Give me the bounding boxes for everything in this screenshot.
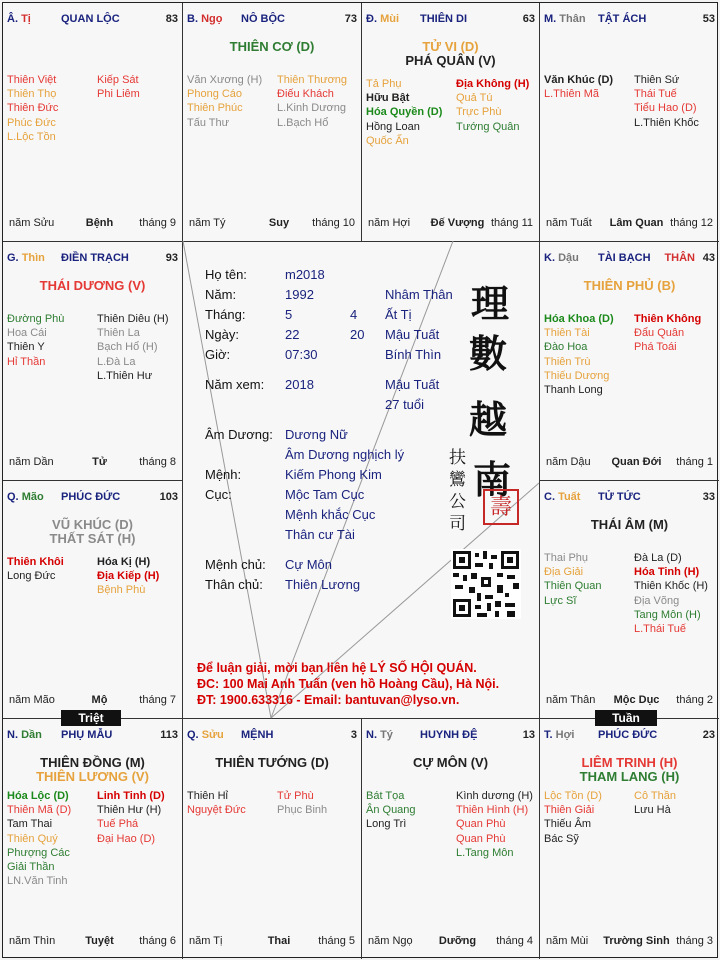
cuc-note-2: Thân cư Tài <box>285 527 355 542</box>
minor-star: Đường Phù <box>7 313 65 325</box>
am-duong-note: Âm Dương nghịch lý <box>285 447 405 462</box>
minor-star: Hóa Lộc (D) <box>7 790 69 802</box>
minor-star: Thiên Đức <box>7 102 59 115</box>
palace-can: B. <box>187 13 198 25</box>
gio-label: Giờ: <box>205 347 231 362</box>
cuc-label: Cục: <box>205 487 232 502</box>
palace-month: tháng 4 <box>496 935 533 947</box>
palace-branch: Thìn <box>21 252 45 264</box>
minor-star: Bạch Hổ (H) <box>97 341 158 354</box>
minor-star: Tướng Quân <box>456 120 520 133</box>
main-star: THÁI ÂM (M) <box>590 517 669 532</box>
minor-star: Quan Phù <box>456 832 506 845</box>
minor-star: Hỉ Thần <box>7 355 46 368</box>
main-star: CỰ MÔN (V) <box>412 755 489 770</box>
minor-star: Thiên Quan <box>544 580 602 593</box>
than-chu-value: Thiên Lương <box>285 577 361 592</box>
palace-month: tháng 8 <box>139 456 176 468</box>
palace-year: năm Dần <box>9 456 54 468</box>
calligraphy-char: 南 <box>473 457 512 502</box>
minor-star: L.Đà La <box>97 355 136 368</box>
palace-year: năm Mùi <box>546 935 589 947</box>
tuan-tag: Tuần <box>595 710 657 726</box>
tuoi-value: 27 tuổi <box>385 397 425 412</box>
calligraphy-small-char: 公 <box>449 492 466 512</box>
horoscope-board <box>2 2 718 958</box>
minor-star: Tiểu Hao (D) <box>634 102 697 115</box>
minor-star: L.Bạch Hổ <box>277 116 329 129</box>
minor-star: Kình dương (H) <box>456 790 533 802</box>
contact-address: ĐC: 100 Mai Anh Tuấn (ven hồ Hoàng Cầu), Hà Nội. <box>197 677 500 691</box>
minor-star: Long Đức <box>7 570 56 583</box>
palace-title: ĐIỀN TRẠCH <box>61 252 129 264</box>
minor-star: Tấu Thư <box>187 116 230 129</box>
palace-can: Đ. <box>366 13 377 25</box>
minor-star: Cô Thần <box>634 790 676 802</box>
nam-xem-can-chi: Mậu Tuất <box>385 377 440 392</box>
cuc-value: Mộc Tam Cục <box>285 487 365 502</box>
palace-stage: Mộ <box>91 694 108 706</box>
palace-year: năm Thân <box>546 694 596 706</box>
palace-year: năm Tị <box>189 935 223 947</box>
palace-number: 13 <box>522 729 535 741</box>
palace-stage: Mộc Dục <box>613 694 660 706</box>
minor-star: Quốc Ấn <box>366 134 409 147</box>
minor-star: Đà La (D) <box>634 552 682 564</box>
thang-label: Tháng: <box>205 307 246 322</box>
palace-number: 33 <box>702 491 715 503</box>
center-info <box>183 243 540 720</box>
minor-star: Bát Tọa <box>366 790 405 802</box>
palace-can: Â. <box>7 13 18 25</box>
palace-year: năm Tý <box>189 217 226 229</box>
minor-star: Bệnh Phù <box>97 584 146 597</box>
palace-branch: Mùi <box>380 13 400 25</box>
minor-star: Thiên Sứ <box>634 74 680 86</box>
main-star: THIÊN TƯỚNG (D) <box>215 755 329 770</box>
palace-title: PHÚC ĐỨC <box>61 491 121 503</box>
palace-than-marker: THÂN <box>664 252 695 264</box>
palace-year: năm Dậu <box>546 456 591 468</box>
palace-branch: Hợi <box>555 729 575 741</box>
palace-month: tháng 9 <box>139 217 176 229</box>
minor-star: Tam Thai <box>7 818 53 831</box>
palace-branch: Mão <box>21 491 44 503</box>
calligraphy-small-char: 鸞 <box>449 470 466 490</box>
palace-branch: Thân <box>559 13 586 25</box>
palace-number: 43 <box>702 252 715 264</box>
palace-stage: Lâm Quan <box>609 217 664 229</box>
palace-title: THIÊN DI <box>420 13 468 25</box>
minor-star: Hồng Loan <box>366 120 420 133</box>
ho-ten-label: Họ tên: <box>205 267 247 282</box>
ngay-value: 22 <box>285 327 300 342</box>
minor-star: L.Lộc Tồn <box>7 130 56 143</box>
minor-star: Thiên Trù <box>544 355 591 368</box>
minor-star: Hóa Quyền (D) <box>366 106 443 119</box>
minor-star: Hoa Cái <box>7 327 47 340</box>
minor-star: Hóa Kị (H) <box>97 556 151 568</box>
palace-month: tháng 7 <box>139 694 176 706</box>
main-star: THẤT SÁT (H) <box>49 531 136 546</box>
palace-month: tháng 10 <box>312 217 355 229</box>
minor-star: Long Trì <box>366 818 407 831</box>
nam-xem-value: 2018 <box>285 377 314 392</box>
palace-title: PHỤ MẪU <box>61 729 113 741</box>
palace-can: M. <box>544 13 557 25</box>
minor-star: Thiên Tài <box>544 327 590 340</box>
am-duong-value: Dương Nữ <box>285 427 348 442</box>
palace-number: 103 <box>159 491 178 503</box>
main-star: TỬ VI (D) <box>422 39 479 54</box>
minor-star: Văn Xương (H) <box>187 74 263 86</box>
palace-title: HUYNH ĐỆ <box>420 729 478 741</box>
seal-stamp: 壽 <box>483 489 519 525</box>
minor-star: Thiên Thọ <box>7 88 57 101</box>
main-star: PHÁ QUÂN (V) <box>405 53 496 68</box>
palace-stage: Quan Đới <box>611 456 662 468</box>
main-star: THÁI DƯƠNG (V) <box>39 278 146 293</box>
minor-star: Thiên Không <box>634 313 702 325</box>
palace-year: năm Thìn <box>9 935 56 947</box>
qr-code-icon[interactable] <box>451 549 521 619</box>
palace-branch: Sửu <box>201 729 224 741</box>
palace-title: TẬT ÁCH <box>598 13 647 25</box>
minor-star: Tuế Phá <box>97 818 139 831</box>
nam-can-chi: Nhâm Thân <box>385 287 453 302</box>
minor-star: Đại Hao (D) <box>97 832 156 845</box>
menh-value: Kiếm Phong Kim <box>285 467 382 482</box>
contact-line: Để luận giải, mời bạn liên hệ LÝ SỐ HỘI QUÁN. <box>197 661 477 675</box>
gio-value: 07:30 <box>285 347 318 362</box>
calligraphy-small-char: 扶 <box>449 448 466 468</box>
menh-chu-value: Cự Môn <box>285 557 332 572</box>
palace-year: năm Mão <box>9 694 55 706</box>
palace-can: G. <box>7 252 19 264</box>
main-star: THIÊN PHỦ (B) <box>583 278 676 293</box>
minor-star: Thiên Khôi <box>7 556 64 568</box>
minor-star: Tả Phụ <box>366 78 402 90</box>
palace-branch: Dần <box>21 729 42 741</box>
cuc-note-1: Mệnh khắc Cục <box>285 507 376 522</box>
minor-star: L.Thái Tuế <box>634 623 686 636</box>
thang-am-value: 4 <box>350 307 358 322</box>
palace-number: 73 <box>344 13 357 25</box>
minor-star: Hóa Khoa (D) <box>544 313 614 325</box>
palace-stage: Tử <box>92 456 107 468</box>
minor-star: Lưu Hà <box>634 804 671 817</box>
palace-year: năm Ngọ <box>368 935 413 947</box>
minor-star: Thiên Thương <box>277 74 348 86</box>
palace-title: PHÚC ĐỨC <box>598 729 658 741</box>
main-star: THAM LANG (H) <box>579 769 680 784</box>
thang-can-chi: Ất Tị <box>385 307 412 322</box>
minor-star: Nguyệt Đức <box>187 804 246 817</box>
palace-number: 93 <box>165 252 178 264</box>
palace-can: N. <box>366 729 377 741</box>
menh-label: Mệnh: <box>205 467 242 482</box>
palace-branch: Tị <box>21 13 31 25</box>
am-duong-label: Âm Dương: <box>205 427 273 442</box>
minor-star: Ân Quang <box>366 804 416 817</box>
minor-star: Tử Phù <box>277 790 314 802</box>
palace-branch: Ngọ <box>201 13 223 25</box>
minor-star: Điếu Khách <box>277 88 334 101</box>
palace-branch: Dậu <box>558 252 579 264</box>
minor-star: Thiên Giải <box>544 804 595 817</box>
minor-star: Kiếp Sát <box>97 74 139 86</box>
minor-star: Địa Kiếp (H) <box>97 570 160 583</box>
minor-star: Thiên Hư (H) <box>97 804 162 817</box>
minor-star: Thiên Diêu (H) <box>97 313 169 325</box>
palace-branch: Tý <box>380 729 393 741</box>
calligraphy-char: 理 <box>471 281 510 326</box>
minor-star: Phượng Các <box>7 846 70 859</box>
palace-year: năm Hợi <box>368 217 411 229</box>
minor-star: LN.Văn Tinh <box>7 875 68 888</box>
minor-star: L.Kinh Dương <box>277 102 347 115</box>
palace-month: tháng 1 <box>676 456 713 468</box>
palace-number: 53 <box>702 13 715 25</box>
minor-star: Lộc Tồn (D) <box>544 790 602 802</box>
palace-can: K. <box>544 252 555 264</box>
palace-branch: Tuất <box>558 491 581 503</box>
minor-star: Thai Phụ <box>544 552 589 564</box>
minor-star: Thiên Y <box>7 341 45 354</box>
palace-can: T. <box>544 729 553 741</box>
minor-star: Thiên Phúc <box>187 102 243 115</box>
minor-star: Phục Binh <box>277 804 328 817</box>
minor-star: L.Thiên Mã <box>544 88 600 101</box>
calligraphy-small-char: 司 <box>449 514 466 534</box>
calligraphy-char: 越 <box>469 397 508 442</box>
minor-star: Giải Thần <box>7 861 55 874</box>
minor-star: Văn Khúc (D) <box>544 74 614 86</box>
minor-star: Phi Liêm <box>97 88 140 101</box>
menh-chu-label: Mệnh chủ: <box>205 557 266 572</box>
palace-number: 3 <box>350 729 357 741</box>
minor-star: Thiên Mã (D) <box>7 804 72 817</box>
palace-stage: Tuyệt <box>85 935 114 947</box>
palace-title: MỆNH <box>241 729 274 741</box>
palace-number: 113 <box>160 729 178 741</box>
palace-number: 63 <box>522 13 535 25</box>
minor-star: Thiên La <box>97 327 140 340</box>
minor-star: Trực Phù <box>456 106 502 119</box>
main-star: VŨ KHÚC (D) <box>52 517 133 532</box>
minor-star: Đào Hoa <box>544 341 588 354</box>
palace-title: TÀI BẠCH <box>598 252 651 264</box>
palace-title: TỬ TỨC <box>598 491 641 503</box>
minor-star: Thiên Hỉ <box>187 790 228 802</box>
than-chu-label: Thân chủ: <box>205 577 263 592</box>
minor-star: Đẩu Quân <box>634 327 685 340</box>
palace-number: 83 <box>165 13 178 25</box>
main-star: LIÊM TRINH (H) <box>581 755 678 770</box>
palace-month: tháng 3 <box>676 935 713 947</box>
palace-title: NÔ BỘC <box>241 13 285 25</box>
palace-title: QUAN LỘC <box>61 13 120 25</box>
palace-month: tháng 12 <box>670 217 713 229</box>
nam-xem-label: Năm xem: <box>205 377 265 392</box>
main-star: THIÊN ĐỒNG (M) <box>40 755 145 770</box>
minor-star: L.Tang Môn <box>456 846 514 859</box>
palace-stage: Trường Sinh <box>603 935 670 947</box>
minor-star: Tang Môn (H) <box>634 608 701 621</box>
minor-star: Thiếu Âm <box>544 818 592 831</box>
palace-can: N. <box>7 729 18 741</box>
minor-star: Thiên Khốc (H) <box>634 580 708 593</box>
palace-stage: Dưỡng <box>438 935 477 947</box>
palace-can: Q. <box>7 491 19 503</box>
minor-star: Thiên Hình (H) <box>456 804 529 817</box>
minor-star: Phá Toái <box>634 341 677 354</box>
calligraphy-char: 數 <box>469 331 508 376</box>
nam-value: 1992 <box>285 287 314 302</box>
minor-star: Quả Tú <box>456 92 493 105</box>
minor-star: Hữu Bật <box>366 92 410 105</box>
triet-tag: Triệt <box>61 710 121 726</box>
minor-star: Lực Sĩ <box>544 594 577 607</box>
palace-stage: Bệnh <box>85 217 114 229</box>
main-star: THIÊN LƯƠNG (V) <box>36 769 149 784</box>
minor-star: Thiếu Dương <box>544 369 610 382</box>
palace-stage: Đế Vượng <box>430 217 485 229</box>
contact-phone-email[interactable]: ĐT: 1900.633316 - Email: bantuvan@lyso.vn. <box>197 693 460 707</box>
minor-star: Phúc Đức <box>7 116 56 129</box>
palace-can: C. <box>544 491 555 503</box>
minor-star: Thanh Long <box>544 384 603 397</box>
minor-star: L.Thiên Khốc <box>634 116 699 129</box>
palace-year: năm Tuất <box>546 217 592 229</box>
minor-star: Quan Phù <box>456 818 506 831</box>
gio-can-chi: Bính Thìn <box>385 347 442 362</box>
ngay-can-chi: Mậu Tuất <box>385 327 440 342</box>
minor-star: Thiên Việt <box>7 74 57 86</box>
minor-star: Địa Võng <box>634 594 680 607</box>
minor-star: Hóa Tinh (H) <box>634 566 700 579</box>
minor-star: Bác Sỹ <box>544 832 579 845</box>
palace-year: năm Sửu <box>9 217 55 229</box>
minor-star: Địa Không (H) <box>456 78 530 90</box>
palace-number: 23 <box>702 729 715 741</box>
palace-month: tháng 5 <box>318 935 355 947</box>
ho-ten-value: m2018 <box>285 267 325 282</box>
minor-star: Thiên Quý <box>7 832 58 845</box>
minor-star: Linh Tinh (D) <box>97 790 165 802</box>
palace-stage: Thai <box>267 935 291 947</box>
ngay-label: Ngày: <box>205 327 239 342</box>
minor-star: Địa Giải <box>544 566 584 579</box>
nam-label: Năm: <box>205 287 237 302</box>
minor-star: L.Thiên Hư <box>97 369 153 382</box>
ngay-am-value: 20 <box>350 327 365 342</box>
minor-star: Thái Tuế <box>634 88 677 101</box>
palace-can: Q. <box>187 729 199 741</box>
palace-month: tháng 2 <box>676 694 713 706</box>
minor-star: Phong Cáo <box>187 88 243 101</box>
thang-value: 5 <box>285 307 293 322</box>
palace-month: tháng 11 <box>490 217 533 229</box>
main-star: THIÊN CƠ (D) <box>229 39 315 54</box>
palace-stage: Suy <box>268 217 290 229</box>
palace-month: tháng 6 <box>139 935 176 947</box>
